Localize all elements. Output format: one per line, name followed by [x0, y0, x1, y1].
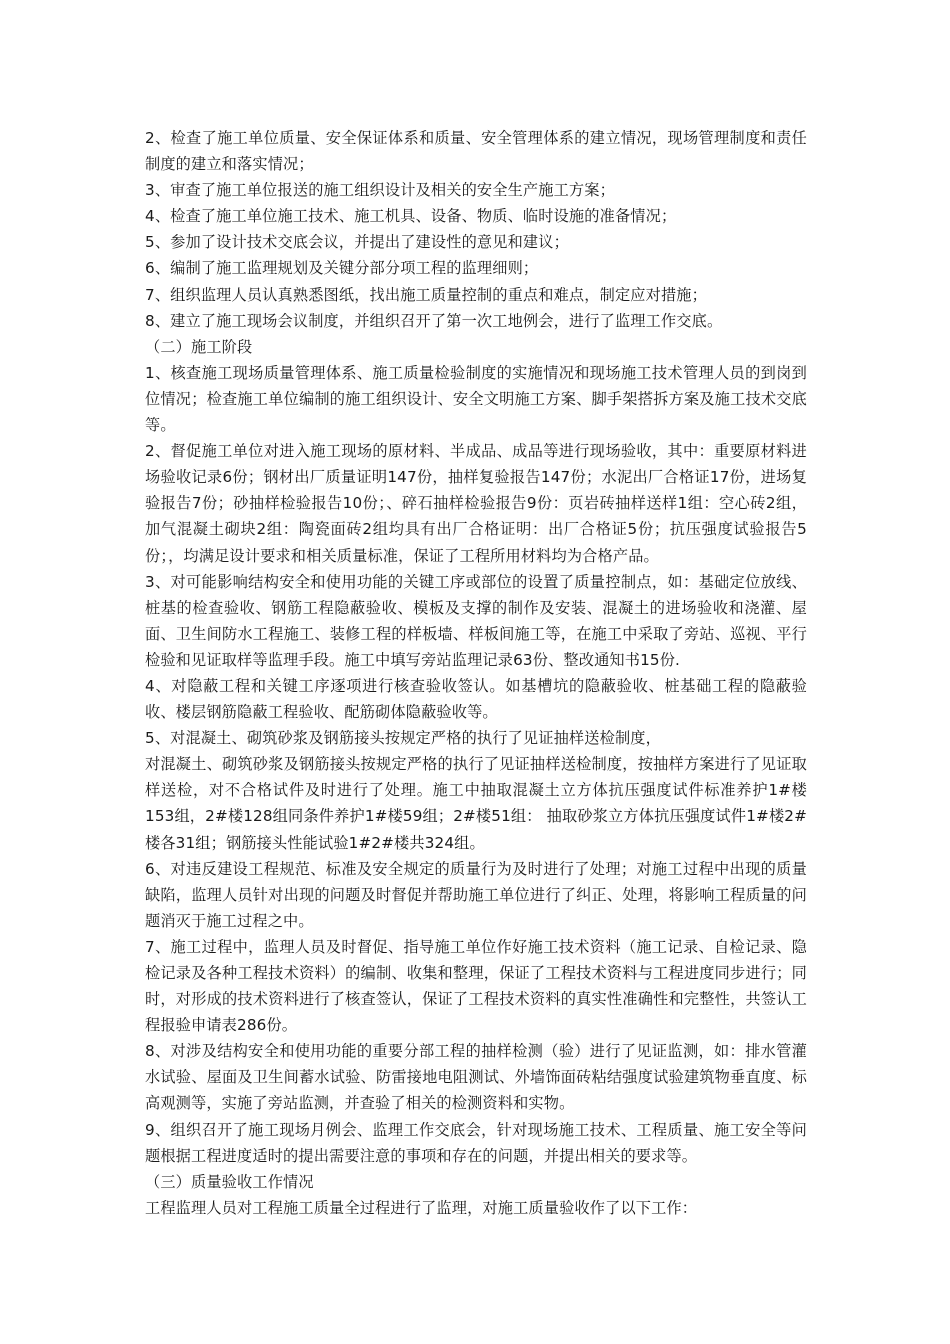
paragraph-2: 3、审查了施工单位报送的施工组织设计及相关的安全生产施工方案； — [145, 181, 615, 200]
section-heading-construction-stage: （二）施工阶段 — [145, 337, 253, 356]
paragraph-6: 7、组织监理人员认真熟悉图纸，找出施工质量控制的重点和难点，制定应对措施； — [145, 285, 707, 304]
paragraph-7: 8、建立了施工现场会议制度，并组织召开了第一次工地例会，进行了监理工作交底。 — [145, 311, 723, 330]
paragraph-16: 8、对涉及结构安全和使用功能的重要分部工程的抽样检测（验）进行了见证监测，如：排水管灌水试验、屋面及卫生间蓄水试验、防雷接地电阻测试、外墙饰面砖粘结强度试验建筑物垂直度、标高观测等，实施了旁站监测，并查验了相关的检测资料和实物。 — [145, 1042, 807, 1113]
paragraph-3: 4、检查了施工单位施工技术、施工机具、设备、物质、临时设施的准备情况； — [145, 207, 677, 226]
section-heading-quality-acceptance: （三）质量验收工作情况 — [145, 1172, 314, 1191]
paragraph-13: 对混凝土、砌筑砂浆及钢筋接头按规定严格的执行了见证抽样送检制度，按抽样方案进行了见证取样送检，对不合格试件及时进行了处理。施工中抽取混凝土立方体抗压强度试件标准养护1#楼153组，2#楼128组同条件养护1#楼59组；2#楼51组： 抽取砂浆立方体抗压强度试件1#楼2#楼各31组；钢筋接头性能试验1#2#楼共324组。 — [145, 755, 807, 852]
paragraph-4: 5、参加了设计技术交底会议，并提出了建设性的意见和建议； — [145, 233, 569, 252]
paragraph-9: 2、督促施工单位对进入施工现场的原材料、半成品、成品等进行现场验收，其中：重要原材料进场验收记录6份；钢材出厂质量证明147份，抽样复验报告147份；水泥出厂合格证17份，进场复验报告7份；砂抽样检验报告10份；、碎石抽样检验报告9份：页岩砖抽样送样1组：空心砖2组，加气混凝土砌块2组：陶瓷面砖2组均具有出厂合格证明：出厂合格证5份；抗压强度试验报告5份；，均满足设计要求和相关质量标准，保证了工程所用材料均为合格产品。 — [145, 442, 807, 565]
document-page — [145, 125, 807, 1221]
paragraph-10: 3、对可能影响结构安全和使用功能的关键工序或部位的设置了质量控制点，如：基础定位放线、桩基的检查验收、钢筋工程隐蔽验收、模板及支撑的制作及安装、混凝土的进场验收和浇灌、屋面、卫生间防水工程施工、装修工程的样板墙、样板间施工等，在施工中采取了旁站、巡视、平行检验和见证取样等监理手段。施工中填写旁站监理记录63份、整改通知书15份. — [145, 572, 807, 669]
paragraph-18: 工程监理人员对工程施工质量全过程进行了监理，对施工质量验收作了以下工作： — [145, 1198, 698, 1217]
paragraph-8: 1、核查施工现场质量管理体系、施工质量检验制度的实施情况和现场施工技术管理人员的到岗到位情况；检查施工单位编制的施工组织设计、安全文明施工方案、脚手架搭拆方案及施工技术交底等。 — [145, 363, 807, 435]
paragraph-17: 9、组织召开了施工现场月例会、监理工作交底会，针对现场施工技术、工程质量、施工安全等问题根据工程进度适时的提出需要注意的事项和存在的问题，并提出相关的要求等。 — [145, 1120, 807, 1165]
paragraph-14: 6、对违反建设工程规范、标准及安全规定的质量行为及时进行了处理；对施工过程中出现的质量缺陷，监理人员针对出现的问题及时督促并帮助施工单位进行了纠正、处理，将影响工程质量的问题消灭于施工过程之中。 — [145, 859, 807, 930]
paragraph-1: 2、检查了施工单位质量、安全保证体系和质量、安全管理体系的建立情况，现场管理制度和责任制度的建立和落实情况； — [145, 129, 807, 174]
paragraph-11: 4、对隐蔽工程和关键工序逐项进行核查验收签认。如基槽坑的隐蔽验收、桩基础工程的隐蔽验收、楼层钢筋隐蔽工程验收、配筋砌体隐蔽验收等。 — [145, 676, 807, 722]
paragraph-15: 7、施工过程中，监理人员及时督促、指导施工单位作好施工技术资料（施工记录、自检记录、隐检记录及各种工程技术资料）的编制、收集和整理，保证了工程技术资料与工程进度同步进行；同时，对形成的技术资料进行了核查签认，保证了工程技术资料的真实性准确性和完整性，共签认工程报验申请表286份。 — [145, 937, 807, 1035]
paragraph-5: 6、编制了施工监理规划及关键分部分项工程的监理细则； — [145, 259, 539, 278]
paragraph-12: 5、对混凝土、砌筑砂浆及钢筋接头按规定严格的执行了见证抽样送检制度， — [145, 729, 661, 748]
